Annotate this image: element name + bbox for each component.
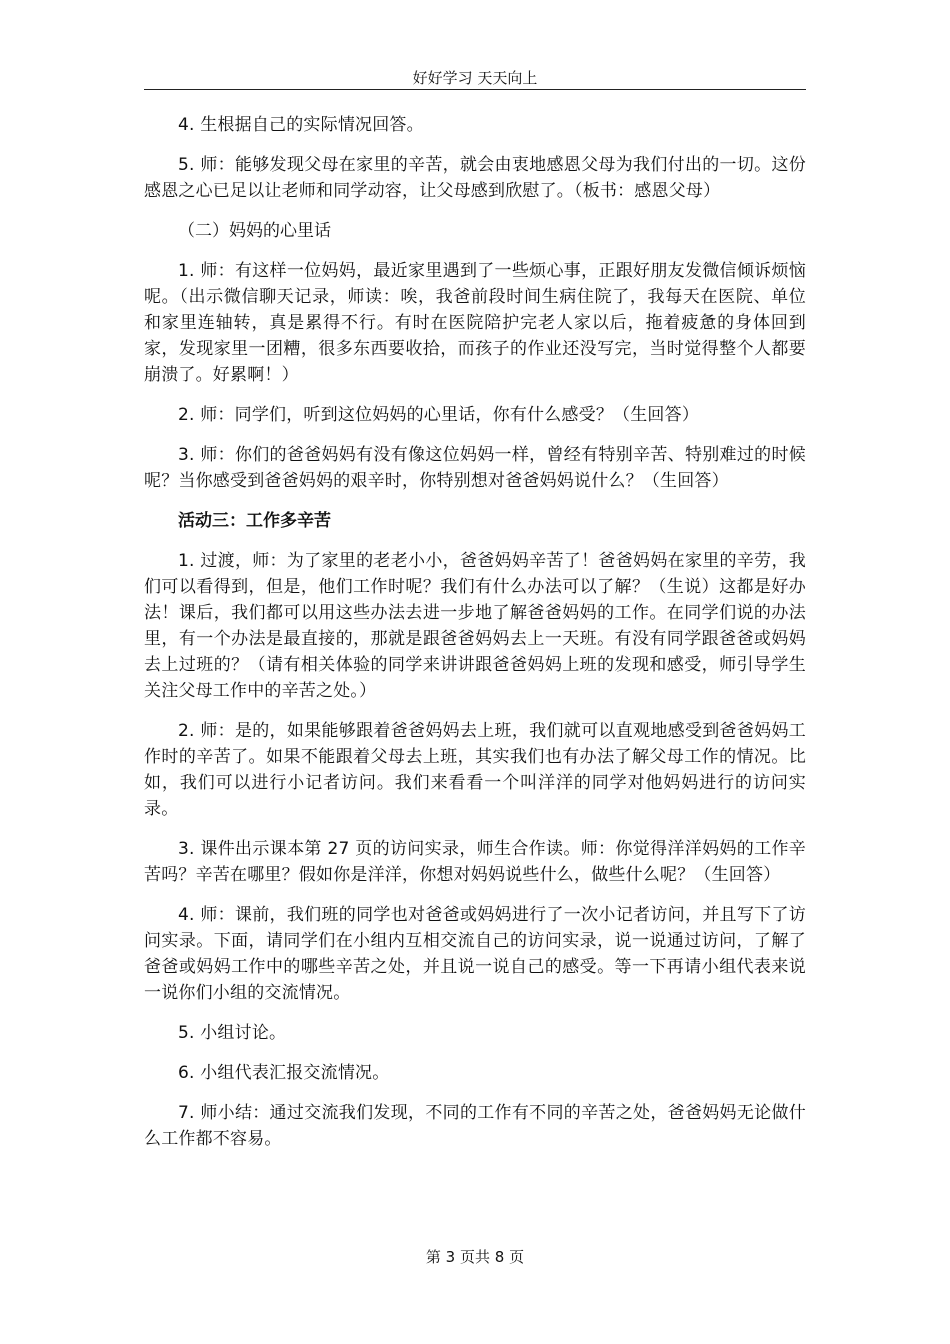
section-heading: （二）妈妈的心里话 — [178, 221, 331, 241]
paragraph: 4. 生根据自己的实际情况回答。 — [178, 115, 424, 135]
paragraph: 3. 师：你们的爸爸妈妈有没有像这位妈妈一样，曾经有特别辛苦、特别难过的时候呢？当你感受到爸爸妈妈的艰辛时，你特别想对爸爸妈妈说什么？（生回答） — [144, 445, 806, 491]
paragraph: 3. 课件出示课本第 27 页的访问实录，师生合作读。师：你觉得洋洋妈妈的工作辛苦吗？辛苦在哪里？假如你是洋洋，你想对妈妈说些什么，做些什么呢？（生回答） — [144, 839, 806, 885]
paragraph: 1. 师：有这样一位妈妈，最近家里遇到了一些烦心事，正跟好朋友发微信倾诉烦恼呢。（出示微信聊天记录，师读：唉，我爸前段时间生病住院了，我每天在医院、单位和家里连轴转，真是累得不行。有时在医院陪护完老人家以后，拖着疲惫的身体回到家，发现家里一团糟，很多东西要收拾，而孩子的作业还没写完，当时觉得整个人都要崩溃了。好累啊！） — [144, 261, 806, 385]
paragraph: 4. 师：课前，我们班的同学也对爸爸或妈妈进行了一次小记者访问，并且写下了访问实录。下面，请同学们在小组内互相交流自己的访问实录，说一说通过访问，了解了爸爸或妈妈工作中的哪些辛苦之处，并且说一说自己的感受。等一下再请小组代表来说一说你们小组的交流情况。 — [144, 905, 806, 1003]
document-body — [144, 112, 806, 1166]
paragraph: 5. 师：能够发现父母在家里的辛苦，就会由衷地感恩父母为我们付出的一切。这份感恩之心已足以让老师和同学动容，让父母感到欣慰了。（板书：感恩父母） — [144, 155, 806, 201]
page-number: 第 3 页共 8 页 — [425, 1248, 525, 1266]
header-divider — [144, 89, 806, 90]
paragraph: 7. 师小结：通过交流我们发现，不同的工作有不同的辛苦之处，爸爸妈妈无论做什么工作都不容易。 — [144, 1103, 806, 1149]
header-text: 好好学习 天天向上 — [412, 69, 538, 87]
paragraph: 5. 小组讨论。 — [178, 1023, 287, 1043]
paragraph: 2. 师：是的，如果能够跟着爸爸妈妈去上班，我们就可以直观地感受到爸爸妈妈工作时的辛苦了。如果不能跟着父母去上班，其实我们也有办法了解父母工作的情况。比如，我们可以进行小记者访问。我们来看看一个叫洋洋的同学对他妈妈进行的访问实录。 — [144, 721, 806, 819]
page-footer — [144, 1246, 806, 1268]
page-header — [144, 66, 806, 90]
paragraph: 6. 小组代表汇报交流情况。 — [178, 1063, 390, 1083]
paragraph: 2. 师：同学们，听到这位妈妈的心里话，你有什么感受？（生回答） — [178, 405, 700, 425]
paragraph: 1. 过渡，师：为了家里的老老小小，爸爸妈妈辛苦了！爸爸妈妈在家里的辛劳，我们可以看得到，但是，他们工作时呢？我们有什么办法可以了解？（生说）这都是好办法！课后，我们都可以用这些办法去进一步地了解爸爸妈妈的工作。在同学们说的办法里，有一个办法是最直接的，那就是跟爸爸妈妈去上一天班。有没有同学跟爸爸或妈妈去上过班的？（请有相关体验的同学来讲讲跟爸爸妈妈上班的发现和感受，师引导学生关注父母工作中的辛苦之处。） — [144, 551, 806, 701]
activity-heading: 活动三：工作多辛苦 — [178, 511, 331, 531]
